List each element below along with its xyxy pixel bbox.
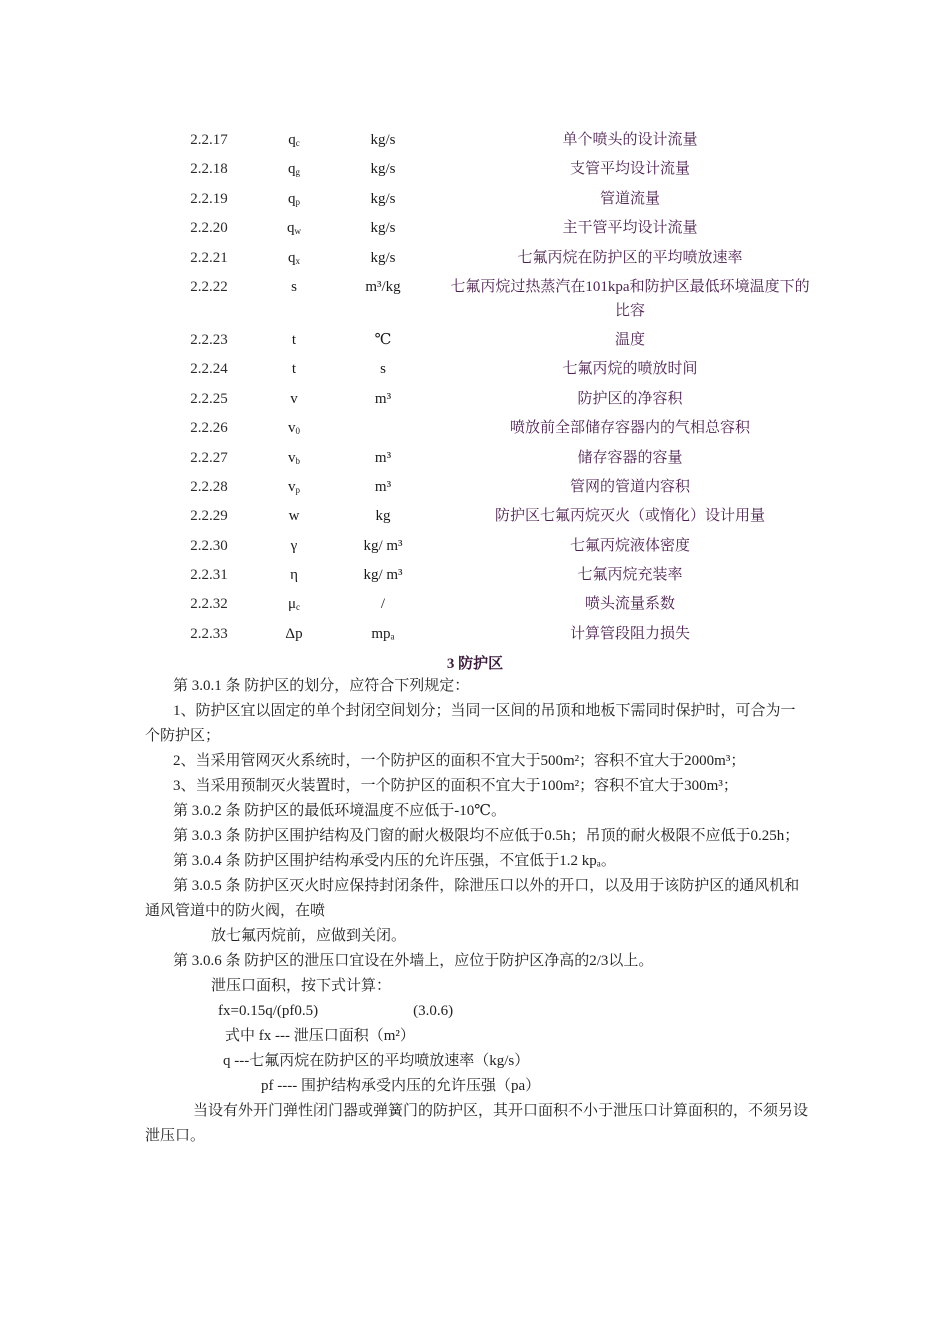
unit: kg/s [370, 220, 396, 237]
symbol-subscript: w [294, 226, 301, 237]
unit: kg [375, 508, 391, 525]
symbol: $v_0$ [288, 420, 300, 437]
where-pf: pf ---- 围护结构承受内压的允许压强（pa） [261, 1078, 541, 1094]
section-body [145, 674, 810, 1149]
symbol-subscript: g [295, 167, 300, 178]
symbol-subscript: p [295, 484, 300, 495]
clause-number: 2.2.17 [190, 132, 228, 148]
symbol: $v_b$ [288, 449, 300, 466]
symbol-row [150, 385, 830, 414]
clause-number: 2.2.18 [190, 161, 228, 178]
where-fx: 式中 fx --- 泄压口面积（m²） [225, 1028, 415, 1044]
clause-number: 2.2.25 [190, 390, 228, 407]
description: 喷头流量系数 [584, 596, 675, 613]
clause-number: 2.2.27 [190, 449, 228, 466]
description: 防护区的净容积 [577, 390, 683, 407]
description: 七氟丙烷充装率 [577, 567, 683, 584]
clause-3-0-3: 第 3.0.3 条 防护区围护结构及门窗的耐火极限均不应低于0.5h；吊顶的耐火极限不应低于0.25h； [173, 828, 800, 844]
symbol: $v_p$ [288, 478, 300, 495]
description: 储存容器的容量 [577, 449, 683, 466]
clause-number: 2.2.22 [190, 278, 228, 295]
clause-number: 2.2.23 [190, 331, 228, 348]
symbol-subscript: p [295, 196, 300, 207]
unit: s [380, 361, 386, 378]
clause-number: 2.2.28 [190, 478, 228, 495]
symbol-row [150, 126, 830, 155]
symbol: $q_x$ [288, 249, 300, 266]
symbol: $q_g$ [288, 161, 300, 178]
closing-paragraph: 当设有外开门弹性闭门器或弹簧门的防护区，其开口面积不小于泄压口计算面积的，不须另设泄压口。 [145, 1103, 809, 1144]
symbol: η [290, 567, 298, 584]
unit: kg/s [370, 249, 396, 266]
symbol: w [288, 508, 300, 525]
description: 七氟丙烷在防护区的平均喷放速率 [517, 249, 743, 266]
formula-number: (3.0.6) [413, 1003, 454, 1019]
symbol-subscript: c [295, 138, 300, 148]
symbol-row [150, 185, 830, 214]
clause-number: 2.2.32 [190, 596, 228, 613]
description: 七氟丙烷液体密度 [569, 537, 690, 554]
unit: mpₐ [371, 625, 395, 642]
symbol-row [150, 273, 830, 326]
symbol: $q_p$ [288, 190, 300, 207]
symbol-row [150, 590, 830, 619]
clause-number: 2.2.20 [190, 220, 228, 237]
vent-area-intro: 泄压口面积，按下式计算： [211, 978, 392, 994]
clause-3-0-5-cont: 放七氟丙烷前，应做到关闭。 [211, 928, 407, 944]
unit: kg/s [370, 161, 396, 178]
symbol-row [150, 620, 830, 649]
section-heading: 3 防护区 [446, 656, 504, 672]
description: 单个喷头的设计流量 [562, 132, 698, 148]
symbol: t [291, 331, 297, 348]
clause-3-0-5: 第 3.0.5 条 防护区灭火时应保持封闭条件，除泄压口以外的开口，以及用于该防护区的通风机和通风管道中的防火阀，在喷 [145, 878, 800, 919]
symbol: $q_c$ [288, 132, 300, 148]
symbol-row [150, 244, 830, 273]
symbol-row [150, 561, 830, 590]
description: 支管平均设计流量 [569, 161, 690, 178]
unit: m³ [374, 478, 392, 495]
unit: ℃ [374, 331, 392, 348]
symbol-row [150, 326, 830, 355]
description: 七氟丙烷的喷放时间 [562, 361, 698, 378]
clause-number: 2.2.29 [190, 508, 228, 525]
description: 主干管平均设计流量 [562, 220, 698, 237]
description: 管道流量 [599, 190, 660, 207]
description: 管网的管道内容积 [569, 478, 690, 495]
symbol-row [150, 355, 830, 384]
symbol-row [150, 214, 830, 243]
description: 七氟丙烷过热蒸汽在101kpa和防护区最低环境温度下的比容 [450, 278, 810, 319]
clause-number: 2.2.21 [190, 249, 228, 266]
unit: kg/s [370, 190, 396, 207]
unit: m³/kg [365, 278, 401, 295]
symbol-table [150, 126, 830, 649]
clause-3-0-4: 第 3.0.4 条 防护区围护结构承受内压的允许压强，不宜低于1.2 kpₐ。 [173, 853, 616, 869]
clause-3-0-1-item-2: 2、当采用管网灭火系统时，一个防护区的面积不宜大于500m²；容积不宜大于2000m³； [173, 753, 746, 769]
symbol: t [291, 361, 297, 378]
symbol: s [291, 278, 297, 295]
clause-number: 2.2.33 [190, 625, 228, 642]
symbol-subscript: c [296, 602, 301, 613]
clause-number: 2.2.26 [190, 420, 228, 437]
symbol: γ [290, 537, 298, 554]
description: 温度 [614, 331, 645, 348]
clause-3-0-2: 第 3.0.2 条 防护区的最低环境温度不应低于-10℃。 [173, 803, 507, 819]
symbol: v [290, 390, 298, 407]
symbol-row [150, 444, 830, 473]
unit: kg/ m³ [363, 567, 403, 584]
symbol-subscript: b [295, 455, 300, 466]
formula-line [145, 999, 810, 1024]
clause-number: 2.2.31 [190, 567, 228, 584]
unit: kg/ m³ [363, 537, 403, 554]
description: 计算管段阻力损失 [569, 625, 690, 642]
symbol-row [150, 414, 830, 443]
clause-number: 2.2.24 [190, 361, 228, 378]
where-q: q ---七氟丙烷在防护区的平均喷放速率（kg/s） [223, 1053, 530, 1069]
symbol-row [150, 155, 830, 184]
clause-3-0-1-item-3: 3、当采用预制灭火装置时，一个防护区的面积不宜大于100m²；容积不宜大于300m³； [173, 778, 738, 794]
symbol: Δp [285, 625, 303, 642]
symbol-row [150, 502, 830, 531]
symbol-row [150, 473, 830, 502]
symbol-row [150, 532, 830, 561]
clause-3-0-1-item-1: 1、防护区宜以固定的单个封闭空间划分；当同一区间的吊顶和地板下需同时保护时，可合为一个防护区； [145, 703, 796, 744]
description: 喷放前全部储存容器内的气相总容积 [509, 420, 750, 437]
symbol: $q_w$ [287, 220, 301, 237]
description: 防护区七氟丙烷灭火（或惰化）设计用量 [494, 508, 765, 525]
unit: m³ [374, 390, 392, 407]
clause-3-0-1: 第 3.0.1 条 防护区的划分，应符合下列规定： [173, 678, 470, 694]
symbol-subscript: x [295, 255, 300, 266]
symbol: $\mu_c$ [287, 596, 301, 613]
clause-number: 2.2.19 [190, 190, 228, 207]
symbol-subscript: 0 [295, 426, 300, 437]
unit: kg/s [370, 132, 396, 148]
unit: m³ [374, 449, 392, 466]
clause-3-0-6: 第 3.0.6 条 防护区的泄压口宜设在外墙上，应位于防护区净高的2/3以上。 [173, 953, 654, 969]
unit: / [380, 596, 386, 613]
formula: fx=0.15q/(pf0.5) [218, 1003, 319, 1019]
clause-number: 2.2.30 [190, 537, 228, 554]
